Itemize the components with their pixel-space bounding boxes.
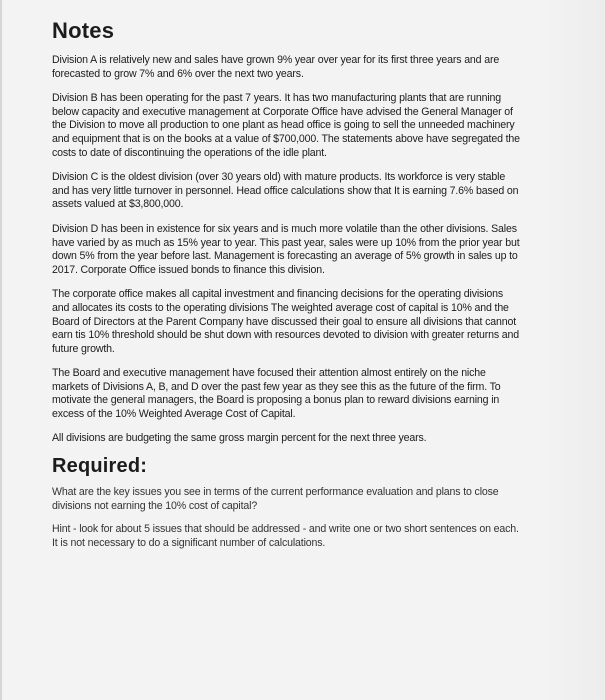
hint-text: Hint - look for about 5 issues that should be addressed - and write one or two short sentences on each. It is not necessary to do a significant number of calculations. xyxy=(52,523,519,550)
corporate-office-paragraph: The corporate office makes all capital investment and financing decisions for the operating divisions and allocates its costs to the operating divisions The weighted average cost of capital is 10% and the Board of Directors at the Parent Company have discussed their goal to ensure all divisions that cannot earn tis 10% threshold should be shut down with resources devoted to division with greater returns and future growth. xyxy=(52,288,519,355)
gross-margin-paragraph: All divisions are budgeting the same gross margin percent for the next three years. xyxy=(52,431,427,444)
notes-heading: Notes xyxy=(52,18,115,43)
division-d-paragraph: Division D has been in existence for six years and is much more volatile than the other divisions. Sales have varied by as much as 15% year to year. This past year, sales were up 10% from the prior year but down 5% from the year before last. Management is forecasting an average of 5% growth in sales up to 2017. Corporate Office issued bonds to finance this division. xyxy=(52,222,520,276)
page-shadow xyxy=(545,0,605,700)
required-heading: Required: xyxy=(52,455,148,478)
division-c-paragraph: Division C is the oldest division (over 30 years old) with mature products. Its workforce is very stable and has very little turnover in personnel. Head office calculations show that It is earning 7.6% based on assets valued at $3,800,000. xyxy=(52,171,519,211)
division-a-paragraph: Division A is relatively new and sales have grown 9% year over year for its first three years and are forecasted to grow 7% and 6% over the next two years. xyxy=(52,54,500,80)
division-b-paragraph: Division B has been operating for the past 7 years. It has two manufacturing plants that are running below capacity and executive management at Corporate Office have advised the General Manager of the Division to move all production to one plant as head office is going to sell the unneeded machinery and equipment that is on the books at a value of $700,000. The statements above have segregated the costs to date of discontinuing the operations of the idle plant. xyxy=(52,92,520,159)
page-edge xyxy=(0,0,2,700)
required-question: What are the key issues you see in terms of the current performance evaluation and plans to close divisions not earning the 10% cost of capital? xyxy=(52,486,499,512)
board-paragraph: The Board and executive management have focused their attention almost entirely on the niche markets of Divisions A, B, and D over the past few year as they see this as the future of the firm. To motivate the general managers, the Board is proposing a bonus plan to reward divisions earning in excess of the 10% Weighted Average Cost of Capital. xyxy=(52,367,501,421)
